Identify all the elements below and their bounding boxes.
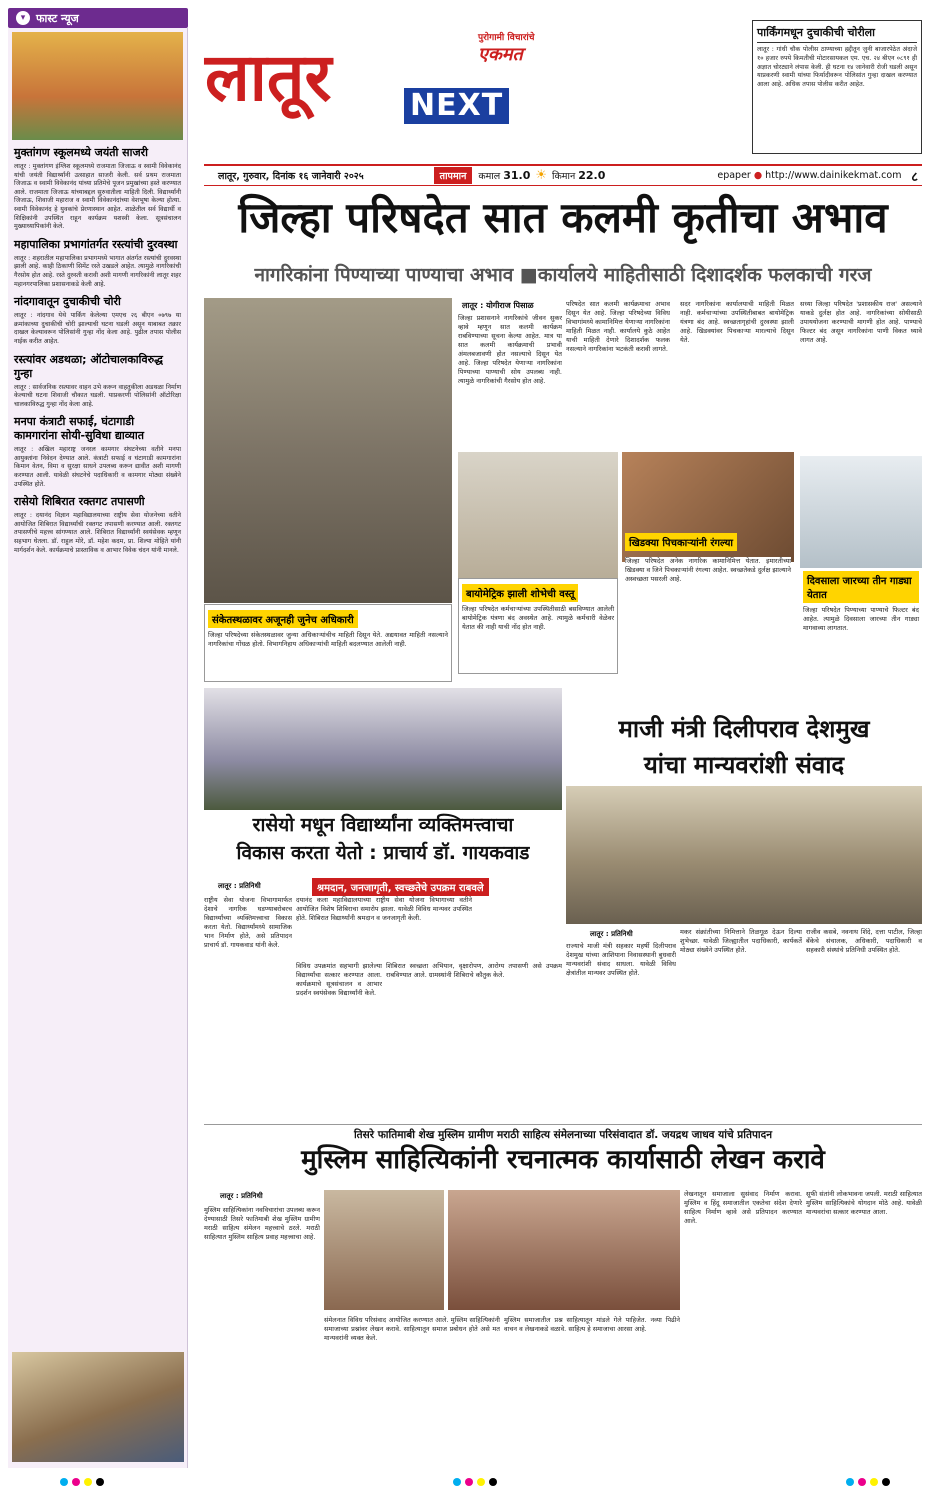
dateline: लातूर, गुरुवार, दिनांक १६ जानेवारी २०२५	[218, 171, 364, 182]
water-caption: दिवसाला जारच्या तीन गाड्या येतात	[803, 571, 919, 603]
epaper-label: epaper	[717, 170, 751, 181]
lift-photo	[204, 298, 452, 603]
lead-col-3: सदर नागरिकांना कार्यालयाची माहिती मिळत नाही. कर्मचाऱ्यांच्या उपस्थितीबाबत बायोमेट्रिक यंत्रणा बंद आहे. स्वच्छतागृहांची दुरवस्था झाली आहे. खिडक्यांवर पिचकाऱ्या मारल्याचे दिसून येते.	[680, 300, 794, 344]
biometric-photo	[458, 452, 618, 578]
lift-caption: संकेतस्थळावर अजूनही जुनेच अधिकारी	[208, 610, 358, 628]
masthead-logo: लातूर	[205, 39, 332, 116]
max-value: 31.0	[503, 169, 531, 182]
water-caption-text: जिल्हा परिषदेत पिण्याच्या पाण्याचे फिल्टर बंद आहेत. त्यामुळे दिवसाला जारच्या तीन गाड्या मागवाव्या लागतात.	[803, 606, 919, 632]
raseyo-ribbon: श्रमदान, जनजागृती, स्वच्छतेचे उपक्रम राबवले	[312, 878, 489, 896]
lead-byline: लातूर : योगीराज पिसाळ	[462, 301, 534, 310]
water-photo	[800, 456, 922, 568]
muslim-byline: लातूर : प्रतिनिधी	[220, 1192, 263, 1200]
deshmukh-headline-2: यांचा मान्यवरांशी संवाद	[643, 751, 845, 779]
story-title: महापालिका प्रभागांतर्गत रस्त्यांची दुरवस्था	[14, 237, 178, 251]
muslim-kicker: तिसरे फातिमाबी शेख मुस्लिम ग्रामीण मराठी साहित्य संमेलनाच्या परिसंवादात डॉ. जयद्रथ जाधव यांचे प्रतिपादन	[204, 1124, 922, 1142]
raseyo-col-2: दयानंद कला महाविद्यालयाच्या राष्ट्रीय सेवा योजना विभागाच्या वतीने आयोजित विशेष शिबिराचा समारोप झाला. यावेळी विविध मान्यवर उपस्थित होते. शिबिरात विद्यार्थ्यांनी श्रमदान व जनजागृती केली.	[296, 896, 472, 922]
deshmukh-byline: लातूर : प्रतिनिधी	[590, 930, 633, 938]
raseyo-photo	[204, 688, 562, 810]
muslim-col-3: मुस्लिम समाजातील प्रश्न साहित्यातून मांडले गेले पाहिजेत. नव्या पिढीने वाचन व लेखनाकडे वळावे. साहित्य हे समाजाचा आरसा आहे.	[504, 1316, 680, 1333]
masthead-next: NEXT	[404, 88, 509, 124]
biometric-caption-text: जिल्हा परिषदेत कर्मचाऱ्यांच्या उपस्थितीसाठी बसविण्यात आलेली बायोमेट्रिक यंत्रणा बंद अवस्थेत आहे. त्यामुळे कर्मचारी वेळेवर येतात की नाही याची नोंद होत नाही.	[462, 605, 614, 631]
camp-photo	[12, 1352, 184, 1462]
color-registration-bar	[60, 1476, 890, 1488]
fast-news-header: ▾ फास्ट न्यूज	[8, 8, 188, 28]
muslim-headline: मुस्लिम साहित्यिकांनी रचनात्मक कार्यासाठी लेखन करावे	[301, 1145, 825, 1175]
story-text: लातूर : अखिल महाराष्ट्र जनरल कामगार संघटनेच्या वतीने मनपा आयुक्तांना निवेदन देण्यात आले. कंत्राटी सफाई व घंटागाडी कामगारांना किमान वेतन, विमा व सुरक्षा साधने उपलब्ध करून द्यावीत अशी मागणी करण्यात आली. यावेळी संघटनेचे पदाधिकारी व कामगार मोठ्या संख्येने उपस्थित होते.	[14, 446, 181, 488]
lead-col-1: जिल्हा प्रशासनाने नागरिकांचे जीवन सुकर व्हावे म्हणून सात कलमी कार्यक्रम राबविण्याच्या सूचना केल्या आहेत. मात्र या सात कलमी कार्यक्रमाची प्रभावी अंमलबजावणी होत नसल्याचे दिसून येत आहे. जिल्हा परिषदेत येणाऱ्या नागरिकांना पिण्याच्या पाण्याची सोय उपलब्ध नाही. त्यामुळे नागरिकांची गैरसोय होत आहे.	[458, 314, 562, 385]
lead-col-2: परिषदेत सात कलमी कार्यक्रमाचा अभाव दिसून येत आहे. जिल्हा परिषदेच्या विविध विभागांमध्ये कामानिमित्त येणाऱ्या नागरिकांना माहिती मिळत नाही. कार्यालये कुठे आहेत याची माहिती देणारे दिशादर्शक फलक नसल्याने नागरिकांना भटकंती करावी लागते.	[566, 300, 670, 353]
story-title: मनपा कंत्राटी सफाई, घंटागाडी कामगारांना सोयी-सुविधा द्याव्यात	[14, 415, 145, 443]
deshmukh-col-3: राजीव कसबे, नवनाथ शिंदे, दत्ता पाटील, जिल्हा बँकेचे संचालक, अधिकारी, पदाधिकारी व सहकारी संस्थांचे प्रतिनिधी उपस्थित होते.	[806, 928, 922, 954]
raseyo-headline-1: रासेयो मधून विद्यार्थ्यांना व्यक्तिमत्त्वाचा	[252, 814, 514, 836]
story-title: रस्त्यांवर अडथळा; ऑटोचालकाविरुद्ध गुन्हा	[14, 352, 163, 380]
top-right-story	[752, 20, 922, 154]
raseyo-col-4: शिबिरात स्वच्छता अभियान, वृक्षारोपण, आरोग्य तपासणी असे उपक्रम राबविण्यात आले. ग्रामस्थांनी शिबिराचे कौतुक केले.	[386, 962, 562, 979]
story-title: मुक्तांगण स्कूलमध्ये जयंती साजरी	[14, 146, 148, 159]
story-text: लातूर : मुक्तांगण इंग्लिश स्कूलमध्ये राजमाता जिजाऊ व स्वामी विवेकानंद यांची जयंती विद्यार्थ्यांनी उत्साहात साजरी केली. सर्व प्रथम राजमाता जिजाऊ व स्वामी विवेकानंद यांच्या प्रतिमेचे पूजन प्रमुखांच्या हस्ते करण्यात आले. राजमाता जिजाऊ यांच्याबद्दल सुरुवातीला माहिती दिली. विद्यार्थ्यांनी जिजाऊ, शिवाजी महाराज व स्वामी विवेकानंदांच्या वेशभूषा केल्या होत्या. स्वामी विवेकानंद हे युवकांचे प्रेरणास्थान आहेत. शाळेतील सर्व विद्यार्थी व शिक्षिकांनी उपस्थित राहून कार्यक्रम यशस्वी केला. सूत्रसंचालन मुख्याध्यापिकांनी केले.	[14, 163, 181, 231]
deshmukh-photo	[566, 786, 922, 924]
story-text: लातूर : दयानंद विज्ञान महाविद्यालयाच्या राष्ट्रीय सेवा योजनेच्या वतीने आयोजित शिबिरात विद्यार्थ्यांची रक्तगट तपासणी करण्यात आली. रक्तगट तपासणीचे महत्त्व सांगण्यात आले. शिबिरात विद्यार्थ्यांनी स्वयंसेवक म्हणून सहभाग घेतला. डॉ. राहुल मोरे, डॉ. महेश कदम, प्रा. शिल्पा मोहिते यांनी मार्गदर्शन केले. कार्यक्रमाचे प्रास्ताविक व आभार विवेक चंदन यांनी मानले.	[14, 512, 181, 554]
window-caption-text: जिल्हा परिषदेत अनेक नागरिक कामानिमित्त येतात. इमारतीच्या खिडक्या व जिने पिचकाऱ्यांनी रंगल्या आहेत. स्वच्छतेकडे दुर्लक्ष झाल्याने अस्वच्छता पसरली आहे.	[625, 557, 791, 583]
min-value: 22.0	[578, 169, 606, 182]
story-title: रासेयो शिबिरात रक्तगट तपासणी	[14, 495, 145, 509]
globe-icon: ●	[753, 170, 763, 181]
raseyo-byline: लातूर : प्रतिनिधी	[218, 882, 261, 890]
deshmukh-col-2: मकर संक्रांतीच्या निमित्ताने तिळगूळ देऊन दिल्या शुभेच्छा. यावेळी जिल्ह्यातील पदाधिकारी, कार्यकर्ते मोठ्या संख्येने उपस्थित होते.	[680, 928, 802, 954]
raseyo-col-1: राष्ट्रीय सेवा योजना विभागामार्फत देशाचे नागरिक घडण्याबरोबरच विद्यार्थ्यांच्या व्यक्तिमत्त्वाचा विकास करता येतो. विद्यार्थ्यांमध्ये सामाजिक भान निर्माण होते, असे प्रतिपादन प्राचार्य डॉ. गायकवाड यांनी केले.	[204, 896, 292, 949]
max-label: कमाल	[478, 171, 501, 182]
lift-caption-text: जिल्हा परिषदेच्या संकेतस्थळावर जुन्या अधिकाऱ्यांचीच माहिती दिसून येते. अद्ययावत माहिती नसल्याने नागरिकांचा गोंधळ होतो. विभागनिहाय अधिकाऱ्यांची माहिती बदलण्यात आलेली नाही.	[208, 631, 448, 648]
sidebar	[8, 28, 188, 1468]
water-caption-box	[800, 568, 922, 680]
dateline-bar	[204, 164, 922, 186]
story-text: लातूर : शहरातील महापालिका प्रभागमध्ये भागात अंतर्गत रस्त्यांची दुरवस्था झाली आहे. काही ठिकाणी सिमेंट रस्ते उखडले आहेत. त्यामुळे नागरिकांची गैरसोय होत आहे. रस्ते दुरुस्ती करावी अशी मागणी नागरिकांनी लातूर शहर महानगरपालिका प्रशासनाकडे केली आहे.	[14, 254, 181, 288]
muslim-photo-2	[448, 1190, 680, 1310]
story-title: पार्किंगमधून दुचाकीची चोरीला	[757, 25, 917, 43]
raseyo-col-3: विविध उपक्रमांत सहभागी झालेल्या विद्यार्थ्यांचा सत्कार करण्यात आला. कार्यक्रमाचे सूत्रसंचालन व आभार प्रदर्शन स्वयंसेवक विद्यार्थ्यांनी केले.	[296, 962, 382, 997]
muslim-col-2: संमेलनात विविध परिसंवाद आयोजित करण्यात आले. मुस्लिम साहित्यिकांनी समाजाच्या प्रश्नांवर लेखन करावे. साहित्यातून समाज प्रबोधन होते असे मत मान्यवरांनी व्यक्त केले.	[324, 1316, 500, 1342]
lead-subhead: नागरिकांना पिण्याच्या पाण्याचा अभाव ■कार्यालये माहितीसाठी दिशादर्शक फलकाची गरज	[254, 264, 872, 286]
deshmukh-headline-1: माजी मंत्री दिलीपराव देशमुख	[618, 715, 870, 743]
raseyo-headline-2: विकास करता येतो : प्राचार्य डॉ. गायकवाड	[236, 842, 530, 864]
sun-icon: ☀	[535, 168, 548, 183]
muslim-col-1: मुस्लिम साहित्यिकांना नवविचारांचा उपलब्ध करून देण्यासाठी तिसरे फातिमाबी शेख मुस्लिम ग्रामीण मराठी साहित्य संमेलन महत्त्वाचे ठरले. मराठी साहित्यात मुस्लिम साहित्य प्रवाह महत्त्वाचा आहे.	[204, 1206, 320, 1241]
window-caption-box	[622, 528, 794, 674]
min-label: किमान	[552, 171, 576, 182]
lead-headline: जिल्हा परिषदेत सात कलमी कृतीचा अभाव	[238, 193, 888, 242]
lead-col-4: सध्या जिल्हा परिषदेत 'प्रशासकीय राज' असल्याने याकडे दुर्लक्ष होत आहे. नागरिकांच्या सोयीसाठी उपाययोजना करण्याची मागणी होत आहे. पाण्याचे फिल्टर बंद असून नागरिकांना पाणी विकत घ्यावे लागत आहे.	[800, 300, 922, 344]
temperature-label: तापमान	[434, 167, 473, 184]
biometric-caption: बायोमेट्रिक झाली शोभेची वस्तू	[462, 584, 578, 602]
story-title: नांदगावातून दुचाकीची चोरी	[14, 295, 121, 309]
page-number: ८	[911, 169, 918, 185]
biometric-caption-box	[458, 578, 618, 674]
story-text: लातूर : नांदगाव येथे पार्किंग केलेल्या एमएच २६ बीएन ०७९७ या क्रमांकाच्या दुचाकीची चोरी झाल्याची घटना घडली असून याबाबत तक्रार दाखल केल्यावरून पोलिसांनी गुन्हा नोंद केला आहे. पुढील तपास पोलीस नाईक करीत आहेत.	[14, 312, 181, 345]
website-url[interactable]: http://www.dainikekmat.com	[765, 170, 902, 181]
story-text: लातूर : सार्वजनिक रस्त्यावर वाहन उभे करून वाहतुकीला अडथळा निर्माण केल्याची घटना शिवाजी चौकात घडली. याप्रकरणी पोलिसांनी ऑटोरिक्षा चालकाविरुद्ध गुन्हा नोंद केला आहे.	[14, 383, 181, 408]
muslim-photo-1	[324, 1190, 444, 1310]
masthead-brand: एकमत	[478, 44, 523, 65]
masthead-tagline: पुरोगामी विचारांचे	[478, 33, 535, 43]
school-event-photo	[12, 32, 183, 140]
muslim-col-5: सूफी संतांनी लोकभावना जपली. मराठी साहित्यात मुस्लिम साहित्यिकांचे योगदान मोठे आहे. यावेळी मान्यवरांचा सत्कार करण्यात आला.	[806, 1190, 922, 1216]
muslim-col-4: लेखनातून समाजाला सुसंवाद निर्माण करावा. मुस्लिम व हिंदू समाजातील एकतेचा संदेश देणारे साहित्य निर्माण व्हावे असे प्रतिपादन करण्यात आले.	[684, 1190, 802, 1225]
lift-caption-box	[204, 604, 452, 682]
story-text: लातूर : गांधी चौक पोलीस ठाण्याच्या हद्दीतून जुनी बाजारपेठेत अंदाजे १० हजार रुपये किमतीची मोटारसायकल एम. एच. २४ बीएन ०८९१ ही अज्ञात चोरट्याने लंपास केली. ही घटना १४ जानेवारी रोजी घडली असून याप्रकरणी स्वामी यांच्या फिर्यादीवरून पोलिसांत गुन्हा दाखल करण्यात आला आहे. अधिक तपास पोलीस करीत आहेत.	[757, 46, 917, 89]
chevron-icon: ▾	[16, 11, 30, 25]
deshmukh-col-1: राज्याचे माजी मंत्री सहकार महर्षी दिलीपराव देशमुख यांच्या आशियाना निवासस्थानी बुधवारी मान्यवरांशी संवाद साधला. यावेळी विविध क्षेत्रांतील मान्यवर उपस्थित होते.	[566, 942, 676, 977]
window-caption: खिडक्या पिचकाऱ्यांनी रंगल्या	[625, 533, 737, 551]
